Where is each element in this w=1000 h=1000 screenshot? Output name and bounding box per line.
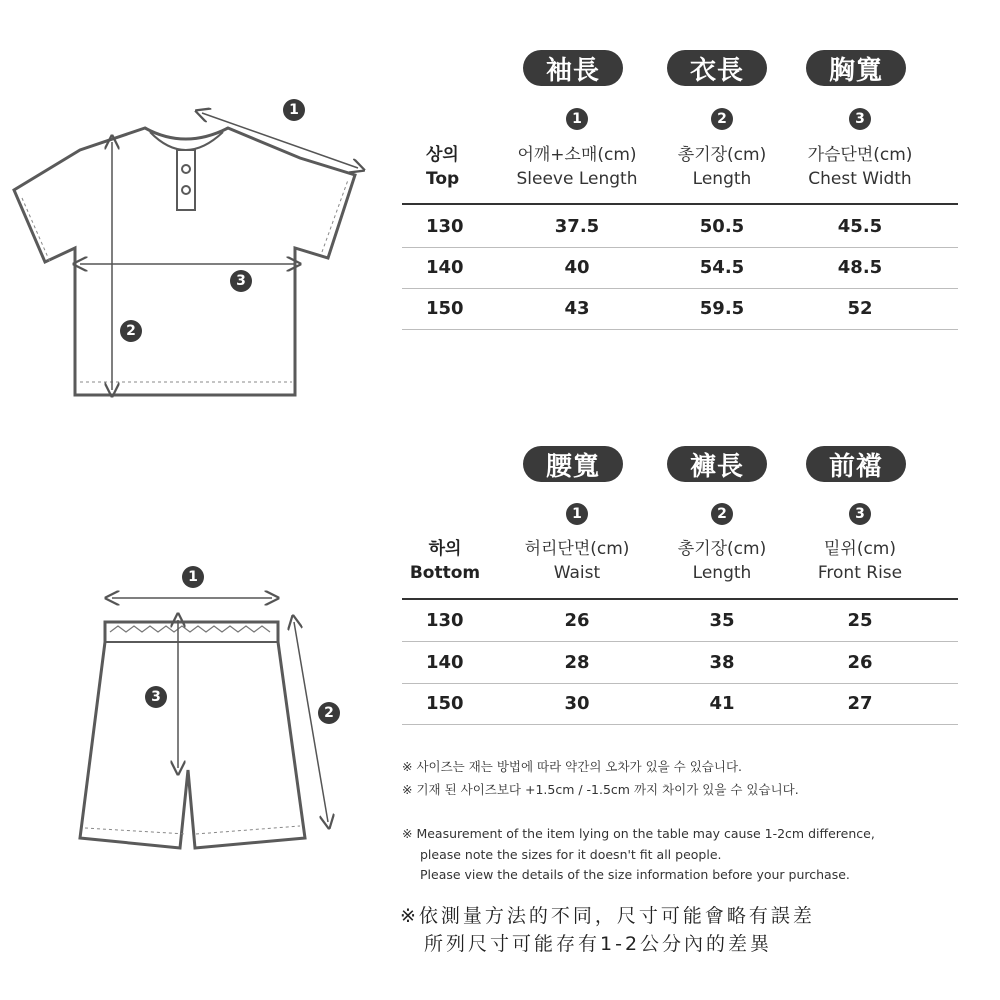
value-cell: 48.5 [837,257,883,278]
col-ko: 가슴단면(cm) [807,145,913,165]
value-cell: 59.5 [699,298,745,319]
note-en-2: please note the sizes for it doesn't fit all people. [420,847,722,862]
bottom-num-1: 1 [566,503,588,525]
value-cell: 30 [564,693,590,714]
col-en: Chest Width [808,169,912,189]
col-en: Sleeve Length [516,169,638,189]
row-divider [402,641,958,642]
bottom-header-rule [402,598,958,600]
note-en-3: Please view the details of the size information before your purchase. [420,867,850,882]
bottom-num-3: 3 [849,503,871,525]
note-ko-1: ※ 사이즈는 재는 방법에 따라 약간의 오차가 있을 수 있습니다. [402,759,743,774]
row-divider [402,724,958,725]
top-label-ko: 상의 [426,145,459,165]
value-cell: 26 [564,610,590,631]
top-row-label [426,143,459,191]
shorts-marker-3: 3 [145,686,167,708]
value-cell: 25 [847,610,873,631]
row-divider [402,329,958,330]
top-col-sleeve [497,143,657,191]
top-num-3: 3 [849,108,871,130]
top-num-2: 2 [711,108,733,130]
size-cell: 130 [426,610,464,631]
col-en: Waist [553,563,601,583]
size-cell: 150 [426,298,464,319]
col-ko: 총기장(cm) [677,145,767,165]
tshirt-outline [14,128,355,395]
shorts-marker-2: 2 [318,702,340,724]
col-en: Length [692,563,752,583]
top-col-chest [780,143,940,191]
value-cell: 52 [847,298,873,319]
note-zh-1: ※依測量方法的不同，尺寸可能會略有誤差 [400,905,815,927]
shorts-diagram [60,570,360,860]
bottom-col-waist [497,537,657,585]
value-cell: 27 [847,693,873,714]
value-cell: 37.5 [554,216,600,237]
value-cell: 40 [564,257,590,278]
size-cell: 130 [426,216,464,237]
bottom-pill-rise: 前襠 [806,446,906,482]
bottom-label-en: Bottom [409,563,481,583]
size-cell: 140 [426,652,464,673]
shirt-marker-2: 2 [120,320,142,342]
note-zh-2: 所列尺寸可能存有1-2公分內的差異 [424,933,773,955]
col-ko: 허리단면(cm) [524,539,630,559]
value-cell: 45.5 [837,216,883,237]
size-cell: 140 [426,257,464,278]
col-en: Length [692,169,752,189]
bottom-col-length [642,537,802,585]
bottom-label-ko: 하의 [428,539,462,559]
note-en-1: ※ Measurement of the item lying on the table may cause 1-2cm difference, [402,826,875,841]
shorts-outline [80,622,305,848]
top-num-1: 1 [566,108,588,130]
top-col-length [642,143,802,191]
value-cell: 54.5 [699,257,745,278]
sleeve-length-arrow [202,113,358,168]
size-cell: 150 [426,693,464,714]
note-ko-2: ※ 기재 된 사이즈보다 +1.5cm / -1.5cm 까지 차이가 있을 수 있습니다. [402,782,799,797]
bottom-num-2: 2 [711,503,733,525]
bottom-pill-waist: 腰寬 [523,446,623,482]
top-label-en: Top [426,169,460,189]
value-cell: 43 [564,298,590,319]
value-cell: 50.5 [699,216,745,237]
shirt-marker-3: 3 [230,270,252,292]
top-pill-chest: 胸寬 [806,50,906,86]
bottom-col-rise [780,537,940,585]
col-ko: 총기장(cm) [677,539,767,559]
value-cell: 35 [709,610,735,631]
value-cell: 41 [709,693,735,714]
top-pill-sleeve: 袖長 [523,50,623,86]
col-en: Front Rise [817,563,903,583]
value-cell: 26 [847,652,873,673]
shirt-marker-1: 1 [283,99,305,121]
top-header-rule [402,203,958,205]
value-cell: 28 [564,652,590,673]
col-ko: 밑위(cm) [823,539,896,559]
col-ko: 어깨+소매(cm) [517,145,637,165]
shorts-marker-1: 1 [182,566,204,588]
top-pill-length: 衣長 [667,50,767,86]
tshirt-diagram [0,80,380,410]
bottom-row-label [408,537,482,585]
bottom-pill-length: 褲長 [667,446,767,482]
value-cell: 38 [709,652,735,673]
